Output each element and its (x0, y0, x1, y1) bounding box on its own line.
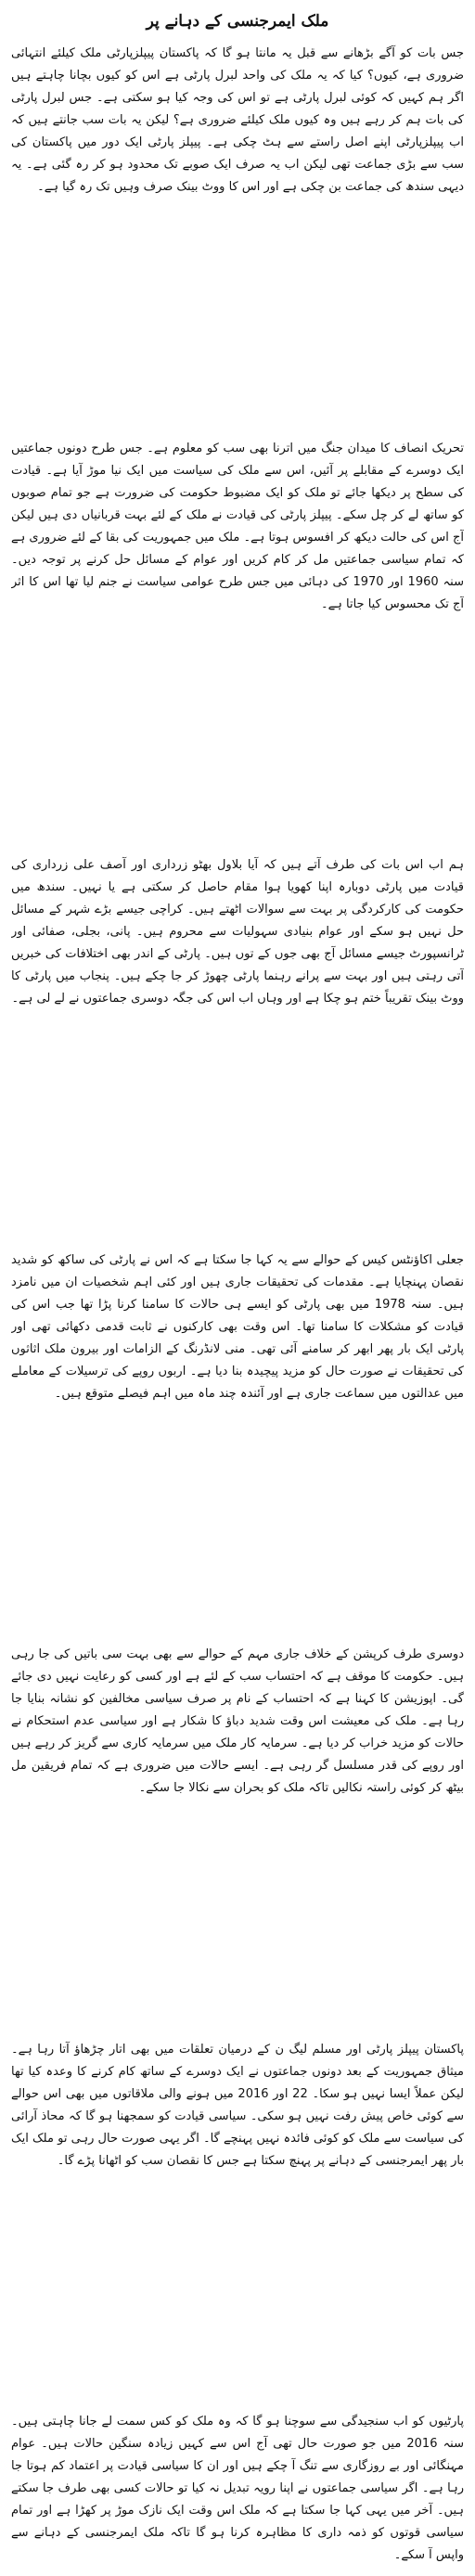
article-paragraph-1: جس بات کو آگے بڑھانے سے قبل یہ مانتا ہو گا کہ پاکستان پیپلزپارٹی ملک کیلئے انتہائی ضروری ہے، کیوں؟ کیا کہ یہ ملک کی واحد لبرل پارٹی ہے اس کو کیوں بچانا چاہتے ہیں اگر ہم کہیں کہ کوئی لبرل پارٹی ہے تو اس کی وجہ کیا ہو سکتی ہے۔ جس لبرل پارٹی کی بات ہم کر رہے ہیں وہ کیوں ملک کیلئے ضروری ہے؟ لیکن یہ بات سب جانتے ہیں کہ اب پیپلزپارٹی اپنے اصل راستے سے ہٹ چکی ہے۔ پیپلز پارٹی ایک دور میں پاکستان کی سب سے بڑی جماعت تھی لیکن اب یہ صرف ایک صوبے تک محدود ہو کر رہ گئی ہے۔ یہ دیہی سندھ کی جماعت بن چکی ہے اور اس کا ووٹ بینک صرف وہیں تک رہ گیا ہے۔ (11, 46, 464, 194)
article-headline: ملک ایمرجنسی کے دہانے پر (146, 12, 329, 31)
article-paragraph-4: جعلی اکاؤنٹس کیس کے حوالے سے یہ کہا جا سکتا ہے کہ اس نے پارٹی کی ساکھ کو شدید نقصان پہنچایا ہے۔ مقدمات کی تحقیقات جاری ہیں اور کئی اہم شخصیات ان میں نامزد ہیں۔ سنہ 1978 میں بھی پارٹی کو ایسے ہی حالات کا سامنا کرنا پڑا تھا جب اس کی قیادت کو مشکلات کا سامنا تھا۔ اس وقت بھی کارکنوں نے ثابت قدمی دکھائی تھی اور پارٹی ایک بار پھر ابھر کر سامنے آئی تھی۔ منی لانڈرنگ کے الزامات اور بیرون ملک اثاثوں کی تحقیقات نے صورت حال کو مزید پیچیدہ بنا دیا ہے۔ اربوں روپے کی ترسیلات کے معاملے میں عدالتوں میں سماعت جاری ہے اور آئندہ چند ماہ میں اہم فیصلے متوقع ہیں۔ (11, 1252, 464, 1401)
article-paragraph-7: پارٹیوں کو اب سنجیدگی سے سوچنا ہو گا کہ وہ ملک کو کس سمت لے جانا چاہتی ہیں۔ سنہ 2016 میں جو صورت حال تھی آج اس سے کہیں زیادہ سنگین حالات ہیں۔ عوام مہنگائی اور بے روزگاری سے تنگ آ چکے ہیں اور ان کا سیاسی قیادت پر اعتماد کم ہوتا جا رہا ہے۔ اگر سیاسی جماعتوں نے اپنا رویہ تبدیل نہ کیا تو حالات کسی بھی طرف جا سکتے ہیں۔ آخر میں یہی کہا جا سکتا ہے کہ ملک اس وقت ایک نازک موڑ پر کھڑا ہے اور تمام سیاسی قوتوں کو ذمہ داری کا مظاہرہ کرنا ہو گا تاکہ ملک ایمرجنسی کے دہانے سے واپس آ سکے۔ (11, 2415, 464, 2562)
article-body (11, 43, 464, 2567)
article-paragraph-2: تحریک انصاف کا میدان جنگ میں اترنا بھی سب کو معلوم ہے۔ جس طرح دونوں جماعتیں ایک دوسرے کے مقابلے پر آئیں، اس سے ملک کی سیاست میں ایک نیا موڑ آیا ہے۔ قیادت کی سطح پر دیکھا جائے تو ملک کو ایک مضبوط حکومت کی ضرورت ہے جو تمام صوبوں کو ساتھ لے کر چل سکے۔ پیپلز پارٹی کی قیادت نے ملک کے لئے بہت قربانیاں دی ہیں لیکن آج اس کی حالت دیکھ کر افسوس ہوتا ہے۔ ملک میں جمہوریت کی بقا کے لئے ضروری ہے کہ تمام سیاسی جماعتیں مل کر کام کریں اور عوام کے مسائل حل کرنے پر توجہ دیں۔ سنہ 1960 اور 1970 کی دہائی میں جس طرح عوامی سیاست نے جنم لیا تھا اس کا اثر آج تک محسوس کیا جاتا ہے۔ (11, 441, 464, 611)
article-paragraph-5: دوسری طرف کرپشن کے خلاف جاری مہم کے حوالے سے بھی بہت سی باتیں کی جا رہی ہیں۔ حکومت کا موقف ہے کہ احتساب سب کے لئے ہے اور کسی کو رعایت نہیں دی جائے گی۔ اپوزیشن کا کہنا ہے کہ احتساب کے نام پر صرف سیاسی مخالفین کو نشانہ بنایا جا رہا ہے۔ ملک کی معیشت اس وقت شدید دباؤ کا شکار ہے اور سیاسی عدم استحکام نے حالات کو مزید خراب کر دیا ہے۔ سرمایہ کار ملک میں سرمایہ کاری سے گریز کر رہے ہیں اور روپے کی قدر مسلسل گر رہی ہے۔ ایسے حالات میں ضروری ہے کہ تمام فریقین مل بیٹھ کر کوئی راستہ نکالیں تاکہ ملک کو بحران سے نکالا جا سکے۔ (11, 1647, 464, 1795)
article-paragraph-3: ہم اب اس بات کی طرف آتے ہیں کہ آیا بلاول بھٹو زرداری اور آصف علی زرداری کی قیادت میں پارٹی دوبارہ اپنا کھویا ہوا مقام حاصل کر سکتی ہے یا نہیں۔ سندھ میں حکومت کی کارکردگی پر بہت سے سوالات اٹھتے ہیں۔ کراچی جیسے بڑے شہر کے مسائل حل نہیں ہو سکے اور عوام بنیادی سہولیات سے محروم ہیں۔ پانی، بجلی، صفائی اور ٹرانسپورٹ جیسے مسائل آج بھی جوں کے توں ہیں۔ پارٹی کے اندر بھی اختلافات کی خبریں آتی رہتی ہیں اور بہت سے پرانے رہنما پارٹی چھوڑ کر جا چکے ہیں۔ پنجاب میں پارٹی کا ووٹ بینک تقریباً ختم ہو چکا ہے اور وہاں اب اس کی جگہ دوسری جماعتوں نے لے لی ہے۔ (11, 858, 464, 1006)
article-paragraph-6: پاکستان پیپلز پارٹی اور مسلم لیگ ن کے درمیان تعلقات میں بھی اتار چڑھاؤ آتا رہا ہے۔ میثاق جمہوریت کے بعد دونوں جماعتوں نے ایک دوسرے کے ساتھ کام کرنے کا وعدہ کیا تھا لیکن عملاً ایسا نہیں ہو سکا۔ 22 اور 2016 میں ہونے والی ملاقاتوں میں بھی اس حوالے سے کوئی خاص پیش رفت نہیں ہو سکی۔ سیاسی قیادت کو سمجھنا ہو گا کہ محاذ آرائی کی سیاست سے ملک کو کوئی فائدہ نہیں پہنچے گا۔ اگر یہی صورت حال رہی تو ملک ایک بار پھر ایمرجنسی کے دہانے پر پہنچ سکتا ہے جس کا نقصان سب کو اٹھانا پڑے گا۔ (11, 2042, 464, 2168)
